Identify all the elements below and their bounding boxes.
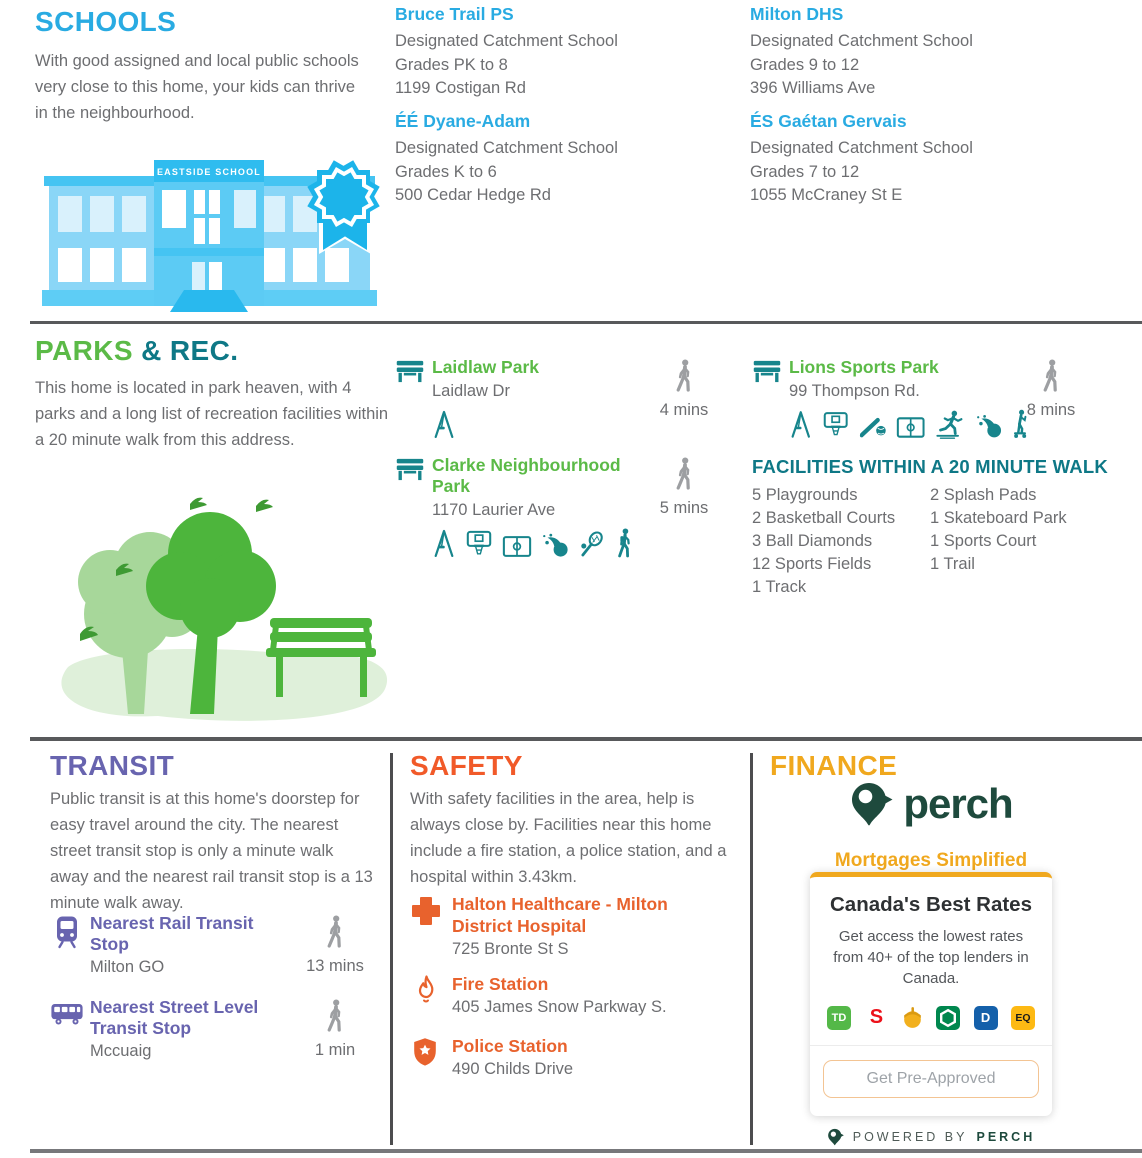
bench-icon <box>395 360 425 383</box>
walk-time-block <box>651 457 717 518</box>
column-divider <box>390 753 393 1145</box>
school-card <box>750 111 1080 208</box>
powered-by-label: POWERED BY <box>852 1130 968 1144</box>
school-grades: Grades PK to 8 <box>395 55 508 74</box>
walk-time-block <box>302 999 368 1060</box>
runner-icon <box>935 409 966 439</box>
eq-bank-logo: EQ <box>1011 1006 1035 1030</box>
parks-description: This home is located in park heaven, with 4 parks and a long list of recreation facilities within a 20 minute walk from this address. <box>35 379 389 449</box>
facility-count: 1 Sports Court <box>930 532 1037 550</box>
powered-by-brand: PERCH <box>976 1130 1036 1144</box>
finance-title: FINANCE <box>770 750 898 781</box>
facility-count: 2 Basketball Courts <box>752 509 896 527</box>
walking-person-icon <box>1040 359 1062 393</box>
medical-cross-icon <box>410 895 442 927</box>
park-address: 1170 Laurier Ave <box>432 501 556 519</box>
parks-title <box>35 335 238 367</box>
rate-card-actions <box>810 1046 1052 1116</box>
walk-time: 4 mins <box>659 401 709 419</box>
park-name: Laidlaw Park <box>432 357 539 377</box>
finance-tagline: Mortgages Simplified <box>834 850 1028 871</box>
school-address: 396 Williams Ave <box>750 79 876 97</box>
park-name: Lions Sports Park <box>789 357 939 377</box>
parks-title-green: PARKS <box>35 335 133 366</box>
bench-icon <box>752 360 782 383</box>
facilities-block <box>752 456 1142 599</box>
baseball-icon <box>858 413 887 439</box>
facility-count: 1 Track <box>752 578 807 596</box>
park-address: Laidlaw Dr <box>432 382 510 400</box>
facility-count: 1 Skateboard Park <box>930 509 1067 527</box>
school-grades: Grades 7 to 12 <box>750 162 860 181</box>
school-card <box>395 111 725 208</box>
section-divider <box>30 737 1142 741</box>
swing-icon <box>432 528 456 558</box>
rate-card-heading: Canada's Best Rates <box>830 893 1032 916</box>
swing-icon <box>789 409 813 439</box>
basketball-hoop-icon <box>465 530 493 558</box>
park-amenities <box>432 528 647 558</box>
school-card <box>395 4 725 101</box>
splash-pad-icon <box>975 411 1002 439</box>
tennis-icon <box>578 530 606 558</box>
park-item <box>395 455 715 560</box>
walking-person-icon <box>324 915 346 949</box>
acorn-lender-logo <box>902 1005 923 1030</box>
flame-icon <box>415 975 437 1003</box>
park-illustration <box>38 462 398 734</box>
transit-description: Public transit is at this home's doorstep for easy travel around the city. The nearest street transit stop is only a minute walk away and the nearest rail transit stop is a 13 minute walk away. <box>50 790 373 912</box>
td-bank-logo: TD <box>827 1006 851 1030</box>
soccer-field-icon <box>502 535 532 558</box>
bottom-divider <box>30 1149 1142 1153</box>
facility-count: 5 Playgrounds <box>752 486 858 504</box>
bus-icon <box>50 1001 84 1026</box>
transit-stop-label: Nearest Rail Transit Stop <box>90 913 254 954</box>
facility-count: 1 Trail <box>930 555 975 573</box>
school-type: Designated Catchment School <box>750 139 973 157</box>
facility-count: 3 Ball Diamonds <box>752 532 873 550</box>
walk-time-block <box>651 359 717 420</box>
perch-logo <box>770 780 1092 828</box>
parks-title-teal: & REC. <box>132 335 239 366</box>
walking-person-icon <box>324 999 346 1033</box>
walking-person-icon <box>673 457 695 491</box>
soccer-field-icon <box>896 416 925 439</box>
transit-stop <box>50 913 390 988</box>
perch-wordmark: perch <box>903 780 1013 827</box>
safety-description: With safety facilities in the area, help is always close by. Facilities near this home include a fire station, a police station, and a hospital within 3.43km. <box>410 790 727 886</box>
park-item <box>752 357 1082 447</box>
park-item <box>395 357 715 447</box>
powered-by-perch <box>770 1128 1092 1146</box>
facilities-column-1 <box>752 484 930 599</box>
school-grades: Grades K to 6 <box>395 162 497 181</box>
safety-facility-address: 490 Childs Drive <box>452 1060 574 1078</box>
school-type: Designated Catchment School <box>395 139 618 157</box>
facility-count: 2 Splash Pads <box>930 486 1037 504</box>
walk-time: 1 min <box>314 1041 356 1059</box>
transit-title: TRANSIT <box>50 750 175 781</box>
perch-pin-icon <box>849 781 893 827</box>
transit-stop-name: Milton GO <box>90 958 165 976</box>
school-name: ÉS Gaétan Gervais <box>750 111 907 131</box>
scotiabank-logo: S <box>869 1006 884 1028</box>
school-grades: Grades 9 to 12 <box>750 55 860 74</box>
basketball-hoop-icon <box>822 411 849 439</box>
facility-count: 12 Sports Fields <box>752 555 872 573</box>
swing-icon <box>432 409 456 439</box>
school-name: ÉÉ Dyane-Adam <box>395 111 531 131</box>
police-shield-icon <box>412 1037 438 1067</box>
school-sign-text: EASTSIDE SCHOOL <box>156 167 262 177</box>
walk-time: 13 mins <box>306 957 364 975</box>
park-name: Clarke Neighbourhood Park <box>432 455 621 496</box>
park-amenities <box>432 409 647 439</box>
rate-card-main <box>810 877 1052 1046</box>
perch-pin-icon <box>827 1128 844 1146</box>
school-name: Bruce Trail PS <box>395 4 514 24</box>
hexagon-lender-logo <box>936 1006 960 1030</box>
school-name: Milton DHS <box>750 4 844 24</box>
safety-facility-address: 405 James Snow Parkway S. <box>452 998 667 1016</box>
facilities-title: FACILITIES WITHIN A 20 MINUTE WALK <box>752 456 1108 477</box>
park-address: 99 Thompson Rd. <box>789 382 920 400</box>
walk-time: 8 mins <box>1026 401 1076 419</box>
school-card <box>750 4 1080 101</box>
safety-facility-name: Fire Station <box>452 974 549 994</box>
school-type: Designated Catchment School <box>750 32 973 50</box>
hiker-icon <box>615 528 634 558</box>
safety-facility-name: Halton Healthcare - Milton District Hospital <box>452 894 668 936</box>
facilities-column-2 <box>930 484 1108 599</box>
bench-icon <box>395 458 425 481</box>
walking-person-icon <box>673 359 695 393</box>
transit-stop-label: Nearest Street Level Transit Stop <box>90 997 259 1038</box>
safety-title: SAFETY <box>410 750 523 781</box>
walk-time-block <box>302 915 368 976</box>
park-amenities <box>789 409 1029 439</box>
safety-facility-name: Police Station <box>452 1036 568 1056</box>
school-address: 500 Cedar Hedge Rd <box>395 186 551 204</box>
train-icon <box>54 915 80 949</box>
school-address: 1199 Costigan Rd <box>395 79 526 97</box>
column-divider <box>750 753 753 1145</box>
rate-card <box>810 872 1052 1116</box>
splash-pad-icon <box>541 530 569 558</box>
school-address: 1055 McCraney St E <box>750 186 903 204</box>
schools-description: With good assigned and local public schools very close to this home, your kids can thrive in the neighbourhood. <box>35 52 359 122</box>
transit-stop-name: Mccuaig <box>90 1042 152 1060</box>
blue-d-lender-logo: D <box>974 1006 998 1030</box>
transit-stop <box>50 997 390 1072</box>
section-divider <box>30 321 1142 324</box>
safety-facility-address: 725 Bronte St S <box>452 940 569 958</box>
schools-title: SCHOOLS <box>35 6 177 37</box>
walk-time-block <box>1018 359 1084 420</box>
school-type: Designated Catchment School <box>395 32 618 50</box>
get-preapproved-button[interactable]: Get Pre-Approved <box>823 1060 1039 1098</box>
lender-logos <box>825 1005 1037 1030</box>
walk-time: 5 mins <box>659 499 709 517</box>
rate-card-body: Get access the lowest rates from 40+ of the top lenders in Canada. <box>833 928 1029 987</box>
